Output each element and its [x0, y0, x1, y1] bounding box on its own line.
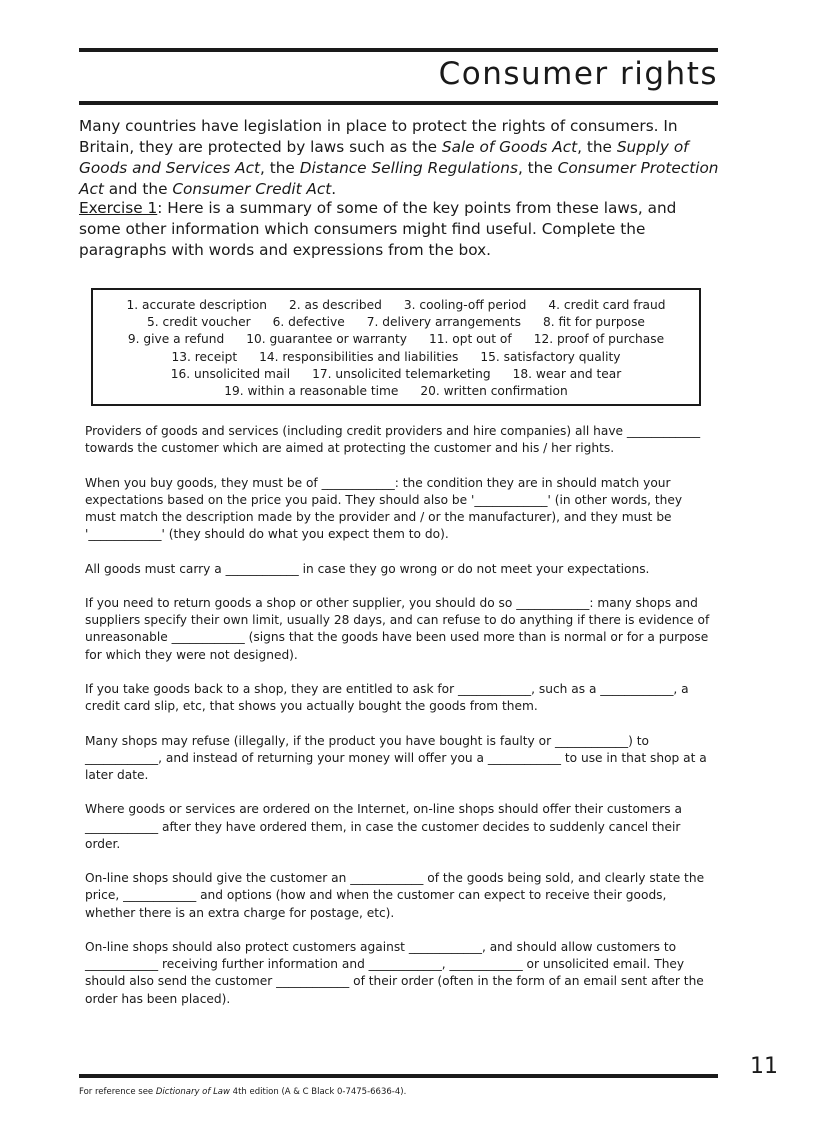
page-title: Consumer rights	[438, 56, 718, 92]
gap-fill-paragraph: Many shops may refuse (illegally, if the product you have bought is faulty or ____________) to ____________, and instead of returning your money will offer you a ____________ to use in that shop at a later date.	[85, 733, 707, 782]
word-option: 16. unsolicited mail	[170, 366, 291, 381]
word-option: 5. credit voucher	[147, 315, 251, 330]
exercise-body	[85, 423, 715, 1025]
word-option: 20. written confirmation	[420, 384, 568, 399]
act-supply-of-goods-services: Supply of Goods and Services Act	[79, 138, 689, 177]
gap-fill-paragraph: Providers of goods and services (including credit providers and hire companies) all have ____________ towards the customer which are aimed at protecting the customer and his / her rights.	[85, 424, 701, 456]
word-box-line	[93, 383, 699, 400]
gap-fill-paragraph: If you take goods back to a shop, they are entitled to ask for ____________, such as a ____________, a credit card slip, etc, that shows you actually bought the goods from them.	[85, 681, 689, 714]
word-option: 13. receipt	[171, 349, 238, 364]
word-box-line	[93, 297, 699, 314]
word-option: 11. opt out of	[429, 332, 512, 347]
word-option: 12. proof of purchase	[533, 332, 665, 347]
word-box-line	[93, 331, 699, 348]
gap-fill-paragraph: If you need to return goods a shop or other supplier, you should do so ____________: many shops and suppliers specify their own limit, usually 28 days, and can refuse to do anything if there is evidence of unreasonable ____________ (signs that the goods have been used more than is normal or for a purpose for which they were not designed).	[85, 595, 710, 662]
word-box-line	[93, 349, 699, 366]
word-box	[91, 288, 701, 406]
act-sale-of-goods: Sale of Goods Act	[441, 138, 578, 156]
title-rule	[79, 101, 718, 105]
intro-paragraph: Many countries have legislation in place to protect the rights of consumers. In Britain, they are protected by laws such as the Sale of Goods Act, the Supply of Goods and Services Act, the Distance Selling Regulations, the Consumer Protection Act and the Consumer Credit Act.	[79, 117, 719, 198]
word-option: 3. cooling-off period	[403, 298, 527, 312]
footer-reference: For reference see Dictionary of Law 4th edition (A & C Black 0-7475-6636-4).	[79, 1087, 407, 1097]
word-option: 15. satisfactory quality	[480, 349, 621, 364]
word-option: 19. within a reasonable time	[224, 384, 399, 399]
page-number: 11	[750, 1054, 778, 1079]
word-box-line	[93, 366, 699, 383]
exercise-label: Exercise 1	[79, 199, 158, 217]
gap-fill-paragraph: On-line shops should give the customer an ____________ of the goods being sold, and clearly state the price, ____________ and options (how and when the customer can expect to receive their goods, whether there is an extra charge for postage, etc).	[85, 871, 705, 920]
word-option: 9. give a refund	[127, 332, 225, 347]
act-consumer-protection: Consumer Protection Act	[79, 159, 719, 198]
act-consumer-credit: Consumer Credit Act	[172, 180, 332, 198]
act-distance-selling: Distance Selling Regulations	[299, 159, 518, 177]
word-option: 14. responsibilities and liabilities	[259, 349, 459, 364]
gap-fill-paragraph: On-line shops should also protect customers against ____________, and should allow customers to ____________ receiving further information and ____________, ____________ or unsolicited email. They should also send the customer ____________ of their order (often in the form of an email sent after the order has been placed).	[85, 939, 704, 1006]
word-option: 17. unsolicited telemarketing	[312, 366, 491, 381]
gap-fill-paragraph: When you buy goods, they must be of ____________: the condition they are in should match your expectations based on the price you paid. They should also be '____________' (in other words, they must match the description made by the provider and / or the manufacturer), and they must be '____________' (they should do what you expect them to do).	[85, 475, 683, 542]
exercise-instruction: Exercise 1: Here is a summary of some of the key points from these laws, and some other information which consumers might find useful. Complete the paragraphs with words and expressions from the box.	[79, 199, 677, 259]
word-option: 8. fit for purpose	[542, 315, 645, 330]
word-box-line	[93, 314, 699, 331]
word-option: 10. guarantee or warranty	[246, 332, 407, 347]
bottom-rule	[79, 1074, 718, 1078]
word-option: 6. defective	[272, 315, 345, 330]
word-option: 7. delivery arrangements	[366, 315, 521, 330]
word-option: 2. as described	[289, 298, 382, 312]
gap-fill-paragraph: All goods must carry a ____________ in case they go wrong or do not meet your expectations.	[85, 561, 650, 576]
word-option: 4. credit card fraud	[548, 298, 666, 312]
footer-book-title: Dictionary of Law	[155, 1087, 230, 1097]
word-option: 1. accurate description	[126, 298, 268, 312]
top-rule	[79, 48, 718, 52]
word-option: 18. wear and tear	[512, 366, 622, 381]
gap-fill-paragraph: Where goods or services are ordered on the Internet, on-line shops should offer their customers a ____________ after they have ordered them, in case the customer decides to suddenly cancel their order.	[85, 802, 682, 851]
